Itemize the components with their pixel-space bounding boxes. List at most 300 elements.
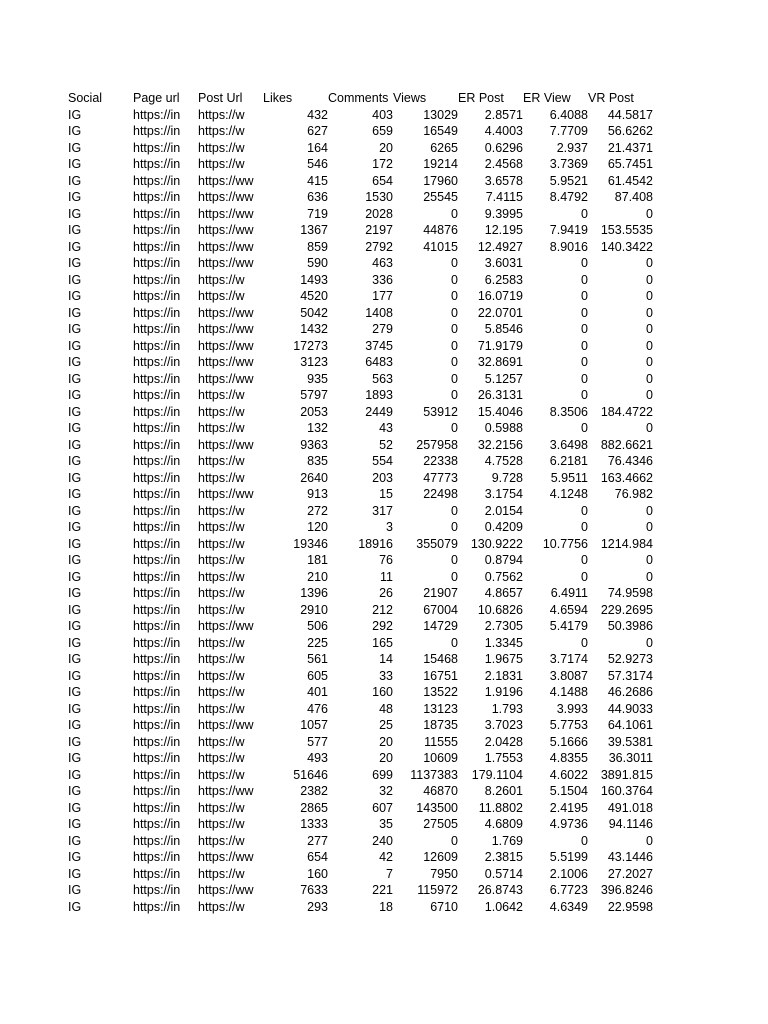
cell-comments[interactable]: 76: [379, 553, 393, 567]
cell-post-url[interactable]: https://w: [198, 586, 245, 600]
cell-views[interactable]: 0: [451, 322, 458, 336]
cell-comments[interactable]: 699: [372, 767, 393, 782]
cell-er-view[interactable]: 6.4911: [550, 586, 588, 600]
cell-er-view[interactable]: 0: [581, 520, 588, 534]
cell-er-post[interactable]: 26.3131: [477, 388, 523, 402]
cell-views[interactable]: 0: [451, 355, 458, 369]
cell-social[interactable]: IG: [68, 553, 82, 567]
cell-page-url[interactable]: https://in: [133, 124, 181, 138]
cell-likes[interactable]: 415: [307, 173, 328, 188]
cell-likes[interactable]: 546: [307, 157, 328, 171]
cell-post-url[interactable]: https://w: [198, 421, 245, 435]
cell-page-url[interactable]: https://in: [133, 866, 181, 881]
cell-page-url[interactable]: https://in: [133, 256, 181, 270]
cell-social[interactable]: IG: [68, 536, 82, 551]
cell-page-url[interactable]: https://in: [133, 602, 181, 617]
cell-views[interactable]: 0: [451, 421, 458, 435]
cell-er-post[interactable]: 10.6826: [477, 602, 523, 617]
cell-likes[interactable]: 5042: [300, 305, 328, 320]
cell-likes[interactable]: 577: [307, 734, 328, 749]
cell-er-view[interactable]: 3.7369: [549, 157, 588, 171]
cell-social[interactable]: IG: [68, 173, 82, 188]
cell-likes[interactable]: 7633: [300, 883, 328, 897]
cell-vr-post[interactable]: 491.018: [607, 800, 653, 815]
cell-views[interactable]: 115972: [417, 883, 458, 897]
cell-social[interactable]: IG: [68, 206, 82, 221]
cell-er-post[interactable]: 2.0154: [484, 503, 523, 518]
cell-post-url[interactable]: https://ww: [198, 239, 254, 254]
cell-comments[interactable]: 1530: [365, 190, 393, 204]
cell-views[interactable]: 18735: [423, 718, 458, 732]
cell-views[interactable]: 13029: [423, 107, 458, 122]
cell-comments[interactable]: 26: [379, 586, 393, 600]
cell-vr-post[interactable]: 0: [646, 206, 653, 221]
cell-er-view[interactable]: 4.6594: [549, 602, 588, 617]
cell-er-view[interactable]: 4.1248: [549, 487, 588, 501]
cell-er-view[interactable]: 10.7756: [542, 536, 588, 551]
cell-likes[interactable]: 835: [307, 454, 328, 468]
cell-page-url[interactable]: https://in: [133, 833, 181, 848]
cell-post-url[interactable]: https://ww: [198, 784, 254, 798]
cell-er-view[interactable]: 7.9419: [549, 223, 588, 237]
cell-page-url[interactable]: https://in: [133, 289, 181, 303]
cell-er-view[interactable]: 7.7709: [549, 124, 588, 138]
cell-comments[interactable]: 403: [372, 107, 393, 122]
cell-post-url[interactable]: https://w: [198, 503, 245, 518]
cell-comments[interactable]: 6483: [365, 355, 393, 369]
cell-social[interactable]: IG: [68, 470, 82, 485]
cell-er-view[interactable]: 2.1006: [549, 866, 588, 881]
cell-views[interactable]: 15468: [423, 652, 458, 666]
cell-page-url[interactable]: https://in: [133, 140, 181, 155]
cell-er-post[interactable]: 3.6031: [484, 256, 523, 270]
cell-likes[interactable]: 2382: [300, 784, 328, 798]
cell-social[interactable]: IG: [68, 256, 82, 270]
cell-likes[interactable]: 1493: [300, 272, 328, 287]
cell-page-url[interactable]: https://in: [133, 586, 181, 600]
cell-comments[interactable]: 20: [379, 140, 393, 155]
header-vr-post[interactable]: VR Post: [588, 91, 634, 105]
cell-views[interactable]: 22498: [423, 487, 458, 501]
cell-page-url[interactable]: https://in: [133, 190, 181, 204]
cell-vr-post[interactable]: 27.2027: [607, 866, 653, 881]
cell-page-url[interactable]: https://in: [133, 784, 181, 798]
cell-likes[interactable]: 636: [307, 190, 328, 204]
cell-vr-post[interactable]: 396.8246: [600, 883, 653, 897]
cell-social[interactable]: IG: [68, 239, 82, 254]
cell-likes[interactable]: 1057: [300, 718, 328, 732]
cell-likes[interactable]: 2865: [300, 800, 328, 815]
cell-er-view[interactable]: 0: [581, 569, 588, 584]
cell-page-url[interactable]: https://in: [133, 569, 181, 584]
cell-post-url[interactable]: https://w: [198, 833, 245, 848]
cell-vr-post[interactable]: 56.6262: [607, 124, 653, 138]
cell-views[interactable]: 13123: [423, 701, 458, 716]
cell-post-url[interactable]: https://w: [198, 289, 245, 303]
cell-post-url[interactable]: https://ww: [198, 305, 254, 320]
header-comments[interactable]: Comments: [328, 91, 389, 105]
cell-vr-post[interactable]: 0: [646, 272, 653, 287]
cell-page-url[interactable]: https://in: [133, 734, 181, 749]
cell-views[interactable]: 355079: [416, 536, 458, 551]
cell-er-post[interactable]: 1.7553: [484, 751, 523, 765]
cell-er-post[interactable]: 32.8691: [477, 355, 523, 369]
cell-comments[interactable]: 221: [372, 883, 393, 897]
cell-post-url[interactable]: https://ww: [198, 487, 254, 501]
cell-social[interactable]: IG: [68, 322, 82, 336]
cell-social[interactable]: IG: [68, 619, 82, 633]
cell-er-view[interactable]: 5.9511: [550, 470, 588, 485]
cell-comments[interactable]: 20: [379, 751, 393, 765]
cell-views[interactable]: 7950: [430, 866, 458, 881]
cell-likes[interactable]: 9363: [300, 437, 328, 452]
cell-likes[interactable]: 3123: [300, 355, 328, 369]
cell-er-post[interactable]: 0.8794: [484, 553, 523, 567]
cell-views[interactable]: 0: [451, 553, 458, 567]
cell-page-url[interactable]: https://in: [133, 437, 181, 452]
cell-post-url[interactable]: https://w: [198, 751, 245, 765]
cell-er-post[interactable]: 4.7528: [484, 454, 523, 468]
cell-vr-post[interactable]: 882.6621: [600, 437, 653, 452]
cell-er-view[interactable]: 0: [581, 338, 588, 353]
cell-social[interactable]: IG: [68, 520, 82, 534]
cell-likes[interactable]: 605: [307, 668, 328, 683]
cell-comments[interactable]: 33: [379, 668, 393, 683]
cell-post-url[interactable]: https://ww: [198, 223, 254, 237]
cell-social[interactable]: IG: [68, 635, 82, 650]
cell-social[interactable]: IG: [68, 124, 82, 138]
cell-views[interactable]: 53912: [423, 404, 458, 419]
cell-vr-post[interactable]: 57.3174: [607, 668, 653, 683]
header-social[interactable]: Social: [68, 91, 103, 105]
header-post-url[interactable]: Post Url: [198, 91, 243, 105]
cell-social[interactable]: IG: [68, 421, 82, 435]
cell-likes[interactable]: 1367: [300, 223, 328, 237]
cell-likes[interactable]: 493: [307, 751, 328, 765]
cell-comments[interactable]: 18: [379, 899, 393, 914]
cell-comments[interactable]: 25: [379, 718, 393, 732]
cell-vr-post[interactable]: 46.2686: [607, 685, 653, 699]
cell-er-post[interactable]: 0.5988: [484, 421, 523, 435]
cell-comments[interactable]: 160: [372, 685, 393, 699]
cell-vr-post[interactable]: 0: [646, 421, 653, 435]
cell-post-url[interactable]: https://w: [198, 866, 245, 881]
cell-post-url[interactable]: https://w: [198, 404, 245, 419]
cell-post-url[interactable]: https://w: [198, 668, 245, 683]
cell-page-url[interactable]: https://in: [133, 305, 181, 320]
cell-likes[interactable]: 561: [307, 652, 328, 666]
cell-views[interactable]: 22338: [423, 454, 458, 468]
cell-er-view[interactable]: 3.7174: [549, 652, 588, 666]
cell-vr-post[interactable]: 153.5535: [600, 223, 653, 237]
cell-vr-post[interactable]: 0: [646, 289, 653, 303]
cell-vr-post[interactable]: 0: [646, 355, 653, 369]
cell-page-url[interactable]: https://in: [133, 536, 181, 551]
cell-page-url[interactable]: https://in: [133, 800, 181, 815]
cell-post-url[interactable]: https://w: [198, 734, 245, 749]
cell-er-post[interactable]: 16.0719: [477, 289, 523, 303]
cell-comments[interactable]: 165: [372, 635, 393, 650]
cell-social[interactable]: IG: [68, 866, 82, 881]
cell-page-url[interactable]: https://in: [133, 223, 181, 237]
cell-vr-post[interactable]: 36.3011: [608, 751, 653, 765]
cell-page-url[interactable]: https://in: [133, 173, 181, 188]
cell-post-url[interactable]: https://ww: [198, 718, 254, 732]
cell-page-url[interactable]: https://in: [133, 206, 181, 221]
cell-vr-post[interactable]: 22.9598: [607, 899, 653, 914]
cell-likes[interactable]: 859: [307, 239, 328, 254]
cell-er-view[interactable]: 8.9016: [549, 239, 588, 254]
cell-views[interactable]: 0: [451, 569, 458, 584]
cell-social[interactable]: IG: [68, 190, 82, 204]
cell-post-url[interactable]: https://w: [198, 569, 245, 584]
cell-post-url[interactable]: https://w: [198, 800, 245, 815]
cell-er-view[interactable]: 0: [581, 206, 588, 221]
cell-page-url[interactable]: https://in: [133, 404, 181, 419]
cell-er-post[interactable]: 8.2601: [484, 784, 523, 798]
cell-comments[interactable]: 2028: [365, 206, 393, 221]
cell-comments[interactable]: 35: [379, 817, 393, 831]
cell-page-url[interactable]: https://in: [133, 487, 181, 501]
cell-page-url[interactable]: https://in: [133, 652, 181, 666]
cell-likes[interactable]: 432: [307, 107, 328, 122]
cell-er-post[interactable]: 12.4927: [477, 239, 523, 254]
cell-er-view[interactable]: 0: [581, 635, 588, 650]
cell-likes[interactable]: 120: [307, 520, 328, 534]
cell-er-post[interactable]: 9.3995: [484, 206, 523, 221]
cell-views[interactable]: 10609: [423, 751, 458, 765]
cell-likes[interactable]: 1432: [300, 322, 328, 336]
cell-er-post[interactable]: 2.7305: [484, 619, 523, 633]
cell-views[interactable]: 0: [451, 503, 458, 518]
cell-er-view[interactable]: 2.937: [556, 140, 588, 155]
cell-comments[interactable]: 607: [372, 800, 393, 815]
cell-social[interactable]: IG: [68, 899, 82, 914]
cell-er-view[interactable]: 0: [581, 305, 588, 320]
cell-post-url[interactable]: https://w: [198, 388, 245, 402]
cell-page-url[interactable]: https://in: [133, 685, 181, 699]
cell-er-view[interactable]: 6.2181: [549, 454, 588, 468]
cell-er-view[interactable]: 4.6349: [549, 899, 588, 914]
cell-likes[interactable]: 2053: [300, 404, 328, 419]
cell-vr-post[interactable]: 44.5817: [607, 107, 653, 122]
cell-er-view[interactable]: 0: [581, 553, 588, 567]
cell-vr-post[interactable]: 76.982: [614, 487, 653, 501]
cell-er-post[interactable]: 12.195: [484, 223, 523, 237]
cell-likes[interactable]: 506: [307, 619, 328, 633]
cell-social[interactable]: IG: [68, 751, 82, 765]
cell-post-url[interactable]: https://w: [198, 635, 245, 650]
cell-views[interactable]: 0: [451, 305, 458, 320]
cell-post-url[interactable]: https://ww: [198, 619, 254, 633]
cell-comments[interactable]: 15: [379, 487, 393, 501]
cell-post-url[interactable]: https://ww: [198, 322, 254, 336]
cell-views[interactable]: 67004: [423, 602, 458, 617]
cell-social[interactable]: IG: [68, 355, 82, 369]
cell-likes[interactable]: 181: [307, 553, 328, 567]
cell-page-url[interactable]: https://in: [133, 635, 181, 650]
cell-er-view[interactable]: 8.4792: [549, 190, 588, 204]
cell-comments[interactable]: 292: [372, 619, 393, 633]
cell-vr-post[interactable]: 87.408: [614, 190, 653, 204]
cell-er-post[interactable]: 15.4046: [477, 404, 523, 419]
cell-views[interactable]: 0: [451, 338, 458, 353]
cell-post-url[interactable]: https://w: [198, 899, 245, 914]
cell-likes[interactable]: 17273: [293, 338, 328, 353]
cell-page-url[interactable]: https://in: [133, 701, 181, 716]
cell-post-url[interactable]: https://w: [198, 685, 245, 699]
cell-page-url[interactable]: https://in: [133, 338, 181, 353]
cell-social[interactable]: IG: [68, 718, 82, 732]
cell-likes[interactable]: 272: [307, 503, 328, 518]
cell-er-post[interactable]: 3.7023: [484, 718, 523, 732]
cell-social[interactable]: IG: [68, 668, 82, 683]
cell-page-url[interactable]: https://in: [133, 322, 181, 336]
cell-comments[interactable]: 654: [372, 173, 393, 188]
cell-comments[interactable]: 3745: [365, 338, 393, 353]
cell-er-view[interactable]: 4.8355: [549, 751, 588, 765]
cell-er-view[interactable]: 6.4088: [549, 107, 588, 122]
cell-post-url[interactable]: https://w: [198, 470, 245, 485]
cell-social[interactable]: IG: [68, 701, 82, 716]
cell-vr-post[interactable]: 0: [646, 322, 653, 336]
cell-views[interactable]: 41015: [423, 239, 458, 254]
cell-post-url[interactable]: https://w: [198, 767, 245, 782]
cell-views[interactable]: 12609: [423, 850, 458, 864]
cell-er-view[interactable]: 0: [581, 371, 588, 386]
cell-views[interactable]: 0: [451, 206, 458, 221]
cell-vr-post[interactable]: 44.9033: [607, 701, 653, 716]
cell-er-post[interactable]: 3.1754: [484, 487, 523, 501]
cell-social[interactable]: IG: [68, 652, 82, 666]
cell-comments[interactable]: 7: [386, 866, 393, 881]
cell-social[interactable]: IG: [68, 833, 82, 848]
cell-er-post[interactable]: 4.8657: [484, 586, 523, 600]
cell-comments[interactable]: 11: [380, 569, 393, 584]
cell-views[interactable]: 0: [451, 635, 458, 650]
cell-page-url[interactable]: https://in: [133, 503, 181, 518]
cell-vr-post[interactable]: 140.3422: [600, 239, 653, 254]
cell-page-url[interactable]: https://in: [133, 388, 181, 402]
cell-social[interactable]: IG: [68, 487, 82, 501]
cell-views[interactable]: 143500: [416, 800, 458, 815]
cell-post-url[interactable]: https://ww: [198, 850, 254, 864]
cell-er-view[interactable]: 5.4179: [549, 619, 588, 633]
cell-comments[interactable]: 20: [379, 734, 393, 749]
cell-vr-post[interactable]: 0: [646, 388, 653, 402]
cell-vr-post[interactable]: 0: [646, 520, 653, 534]
cell-vr-post[interactable]: 0: [646, 503, 653, 518]
cell-page-url[interactable]: https://in: [133, 817, 181, 831]
cell-comments[interactable]: 336: [372, 272, 393, 287]
cell-social[interactable]: IG: [68, 157, 82, 171]
cell-views[interactable]: 6265: [430, 140, 458, 155]
cell-er-view[interactable]: 0: [581, 256, 588, 270]
cell-post-url[interactable]: https://ww: [198, 256, 254, 270]
cell-er-view[interactable]: 0: [581, 421, 588, 435]
cell-vr-post[interactable]: 1214.984: [600, 536, 653, 551]
cell-social[interactable]: IG: [68, 685, 82, 699]
cell-page-url[interactable]: https://in: [133, 619, 181, 633]
cell-post-url[interactable]: https://w: [198, 454, 245, 468]
cell-post-url[interactable]: https://ww: [198, 206, 254, 221]
header-page-url[interactable]: Page url: [133, 91, 180, 105]
cell-comments[interactable]: 43: [379, 421, 393, 435]
cell-likes[interactable]: 293: [307, 899, 328, 914]
cell-social[interactable]: IG: [68, 388, 82, 402]
cell-comments[interactable]: 463: [372, 256, 393, 270]
cell-er-post[interactable]: 32.2156: [477, 437, 523, 452]
cell-comments[interactable]: 2792: [365, 239, 393, 254]
cell-likes[interactable]: 935: [307, 371, 328, 386]
cell-post-url[interactable]: https://w: [198, 157, 245, 171]
cell-post-url[interactable]: https://w: [198, 272, 245, 287]
cell-vr-post[interactable]: 64.1061: [607, 718, 653, 732]
cell-views[interactable]: 17960: [423, 173, 458, 188]
cell-views[interactable]: 0: [451, 388, 458, 402]
cell-vr-post[interactable]: 0: [646, 553, 653, 567]
cell-page-url[interactable]: https://in: [133, 553, 181, 567]
cell-views[interactable]: 257958: [416, 437, 458, 452]
cell-views[interactable]: 46870: [423, 784, 458, 798]
cell-er-view[interactable]: 6.7723: [549, 883, 588, 897]
cell-er-view[interactable]: 3.993: [556, 701, 588, 716]
cell-page-url[interactable]: https://in: [133, 157, 181, 171]
cell-post-url[interactable]: https://w: [198, 124, 245, 138]
cell-views[interactable]: 13522: [423, 685, 458, 699]
cell-vr-post[interactable]: 0: [646, 371, 653, 386]
cell-likes[interactable]: 164: [307, 140, 328, 155]
cell-page-url[interactable]: https://in: [133, 454, 181, 468]
cell-vr-post[interactable]: 76.4346: [607, 454, 653, 468]
cell-page-url[interactable]: https://in: [133, 239, 181, 254]
cell-er-post[interactable]: 1.793: [491, 701, 523, 716]
cell-er-post[interactable]: 1.0642: [484, 899, 523, 914]
cell-er-view[interactable]: 2.4195: [549, 800, 588, 815]
cell-likes[interactable]: 160: [307, 866, 328, 881]
cell-social[interactable]: IG: [68, 404, 82, 419]
cell-page-url[interactable]: https://in: [133, 718, 181, 732]
cell-vr-post[interactable]: 21.4371: [607, 140, 653, 155]
cell-comments[interactable]: 32: [379, 784, 393, 798]
cell-vr-post[interactable]: 61.4542: [607, 173, 653, 188]
cell-er-post[interactable]: 4.6809: [484, 817, 523, 831]
cell-likes[interactable]: 476: [307, 701, 328, 716]
cell-page-url[interactable]: https://in: [133, 850, 181, 864]
cell-post-url[interactable]: https://w: [198, 536, 245, 551]
cell-comments[interactable]: 2449: [365, 404, 393, 419]
cell-comments[interactable]: 659: [372, 124, 393, 138]
cell-comments[interactable]: 52: [379, 437, 393, 452]
cell-likes[interactable]: 913: [307, 487, 328, 501]
cell-likes[interactable]: 2910: [300, 602, 328, 617]
cell-comments[interactable]: 18916: [358, 536, 393, 551]
cell-er-view[interactable]: 0: [581, 833, 588, 848]
cell-likes[interactable]: 19346: [293, 536, 328, 551]
cell-social[interactable]: IG: [68, 338, 82, 353]
cell-likes[interactable]: 627: [307, 124, 328, 138]
cell-post-url[interactable]: https://ww: [198, 437, 254, 452]
cell-social[interactable]: IG: [68, 437, 82, 452]
cell-views[interactable]: 16751: [423, 668, 458, 683]
cell-er-post[interactable]: 1.9196: [484, 685, 523, 699]
cell-views[interactable]: 11555: [424, 734, 458, 749]
cell-likes[interactable]: 51646: [293, 767, 328, 782]
cell-social[interactable]: IG: [68, 800, 82, 815]
cell-social[interactable]: IG: [68, 107, 82, 122]
cell-social[interactable]: IG: [68, 305, 82, 320]
cell-post-url[interactable]: https://ww: [198, 371, 254, 386]
